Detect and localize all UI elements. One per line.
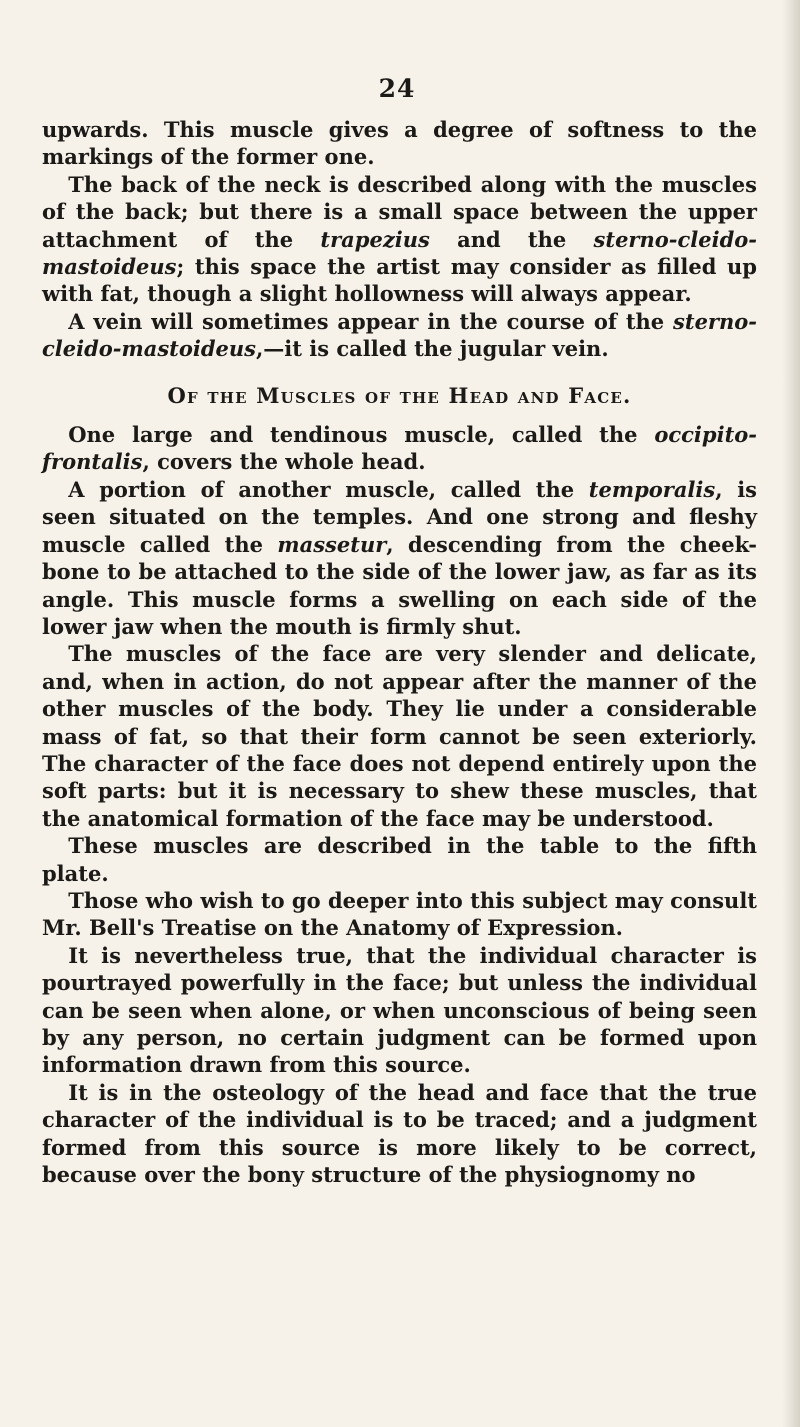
page-number: 24 (378, 74, 416, 103)
italic-term: temporalis (588, 476, 716, 502)
italic-term: sterno-cleido-mastoideus (42, 226, 757, 280)
section-heading: Of the Muscles of the Head and Face. (167, 382, 632, 408)
italic-term: sterno-cleido-mastoideus (42, 308, 757, 362)
text-run: and the (429, 226, 594, 252)
italic-term: trapezius (320, 226, 430, 252)
text-run: It is nevertheless true, that the individual character is pourtrayed powerfully in the face; but unless the individual can be seen when alone, or when unconscious of being seen by any person, no certain judgment can be formed upon information drawn from this source. (42, 942, 757, 1078)
paragraphs-after-heading (42, 421, 757, 1188)
paragraph (42, 476, 757, 640)
text-run: It is in the osteology of the head and face that the true character of the individual is to be traced; and a judgment formed from this source is more likely to be correct, because over the bony structure of the physiognomy no (42, 1079, 757, 1188)
text-run: These muscles are described in the table to the fifth plate. (42, 833, 757, 886)
text-run: A portion of another muscle, called the (68, 476, 589, 502)
text-run: One large and tendinous muscle, called the (68, 422, 655, 448)
paragraph (42, 116, 757, 171)
paragraph (42, 308, 757, 363)
text-run: , covers the whole head. (142, 449, 426, 475)
paragraph (42, 171, 757, 308)
paragraph (42, 887, 757, 942)
paragraph (42, 832, 757, 887)
paragraph (42, 640, 757, 832)
paragraph (42, 421, 757, 476)
page-edge-shadow (782, 0, 800, 1427)
text-run: , descending from the cheek-bone to be attached to the side of the lower jaw, as far as its angle. This muscle forms a swelling on each side of the lower jaw when the mouth is firmly shut. (42, 531, 757, 639)
italic-term: massetur (277, 531, 387, 557)
text-run: The back of the neck is described along with the muscles of the back; but there is a small space between the upper attachment of the (42, 171, 757, 252)
paragraph (42, 1079, 757, 1189)
italic-term: occipito-frontalis (42, 422, 757, 475)
text-run: , is seen situated on the temples. And one strong and fleshy muscle called the (42, 476, 757, 557)
paragraph (42, 942, 757, 1079)
text-run: Those who wish to go deeper into this subject may consult Mr. Bell's Treatise on the Anatomy of Expression. (42, 887, 757, 941)
text-run: ,—it is called the jugular vein. (255, 336, 609, 362)
body-text (42, 116, 757, 1188)
paragraphs-before-heading (42, 116, 757, 363)
text-run: The muscles of the face are very slender and delicate, and, when in action, do not appear after the manner of the other muscles of the body. They lie under a considerable mass of fat, so that their form cannot be seen exteriorly. The character of the face does not depend entirely upon the soft parts: but it is necessary to shew these muscles, that the anatomical formation of the face may be understood. (42, 641, 757, 831)
text-run: upwards. This muscle gives a degree of softness to the markings of the former one. (42, 117, 757, 170)
text-run: A vein will sometimes appear in the course of the (68, 308, 674, 334)
text-run: ; this space the artist may consider as filled up with fat, though a slight hollowness will always appear. (42, 254, 757, 307)
